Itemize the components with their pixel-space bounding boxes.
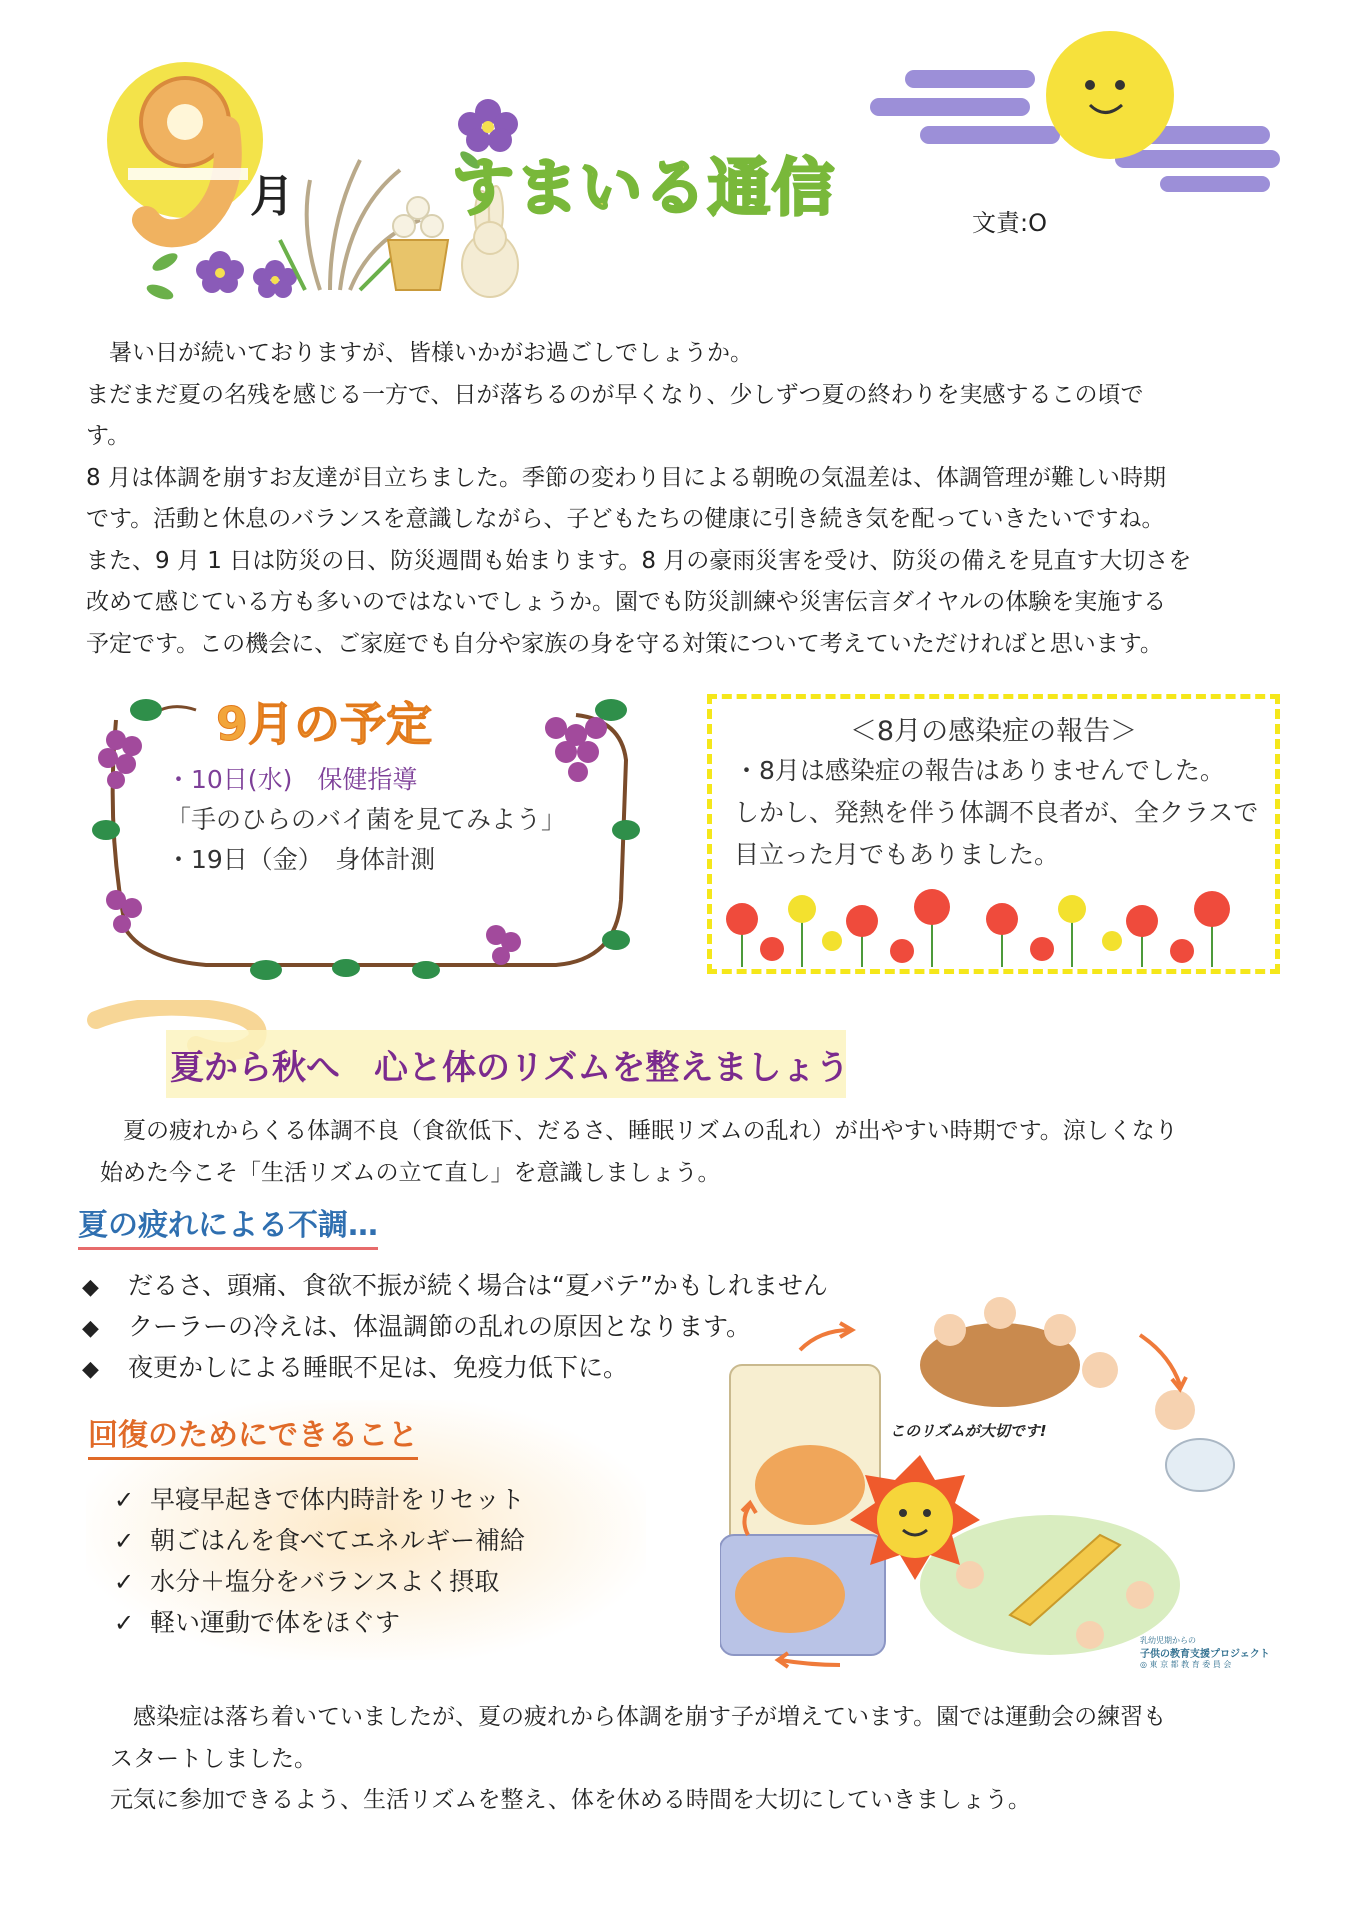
diamond-bullet-icon: ◆ [82, 1316, 99, 1341]
daily-rhythm-illustration [720, 1295, 1280, 1675]
spider-lily-border [712, 879, 1275, 969]
diamond-bullet-icon: ◆ [82, 1357, 99, 1382]
list-item: ◆ クーラーの冷えは、体温調節の乱れの原因となります。 [82, 1312, 752, 1341]
recovery-heading: 回復のためにできること [88, 1410, 418, 1460]
check-icon: ✓ [114, 1486, 135, 1514]
toilet-scene [1166, 1439, 1234, 1491]
check-icon: ✓ [114, 1568, 135, 1596]
report-line: しかし、発熱を伴う体調不良者が、全クラスで [734, 798, 1259, 827]
infection-report-box [707, 694, 1280, 974]
illustration-caption: このリズムが大切です! [890, 1422, 1047, 1440]
diamond-bullet-icon: ◆ [82, 1275, 99, 1300]
intro-paragraph [86, 333, 1191, 665]
schedule-item: ・10日(水) 保健指導 [166, 765, 418, 794]
blanket-shape [735, 1557, 845, 1633]
list-item: ◆ だるさ、頭痛、食欲不振が続く場合は“夏バテ”かもしれません [82, 1271, 828, 1300]
list-item: ◆ 夜更かしによる睡眠不足は、免疫力低下に。 [82, 1353, 629, 1382]
section-paragraph [100, 1111, 1178, 1194]
credit-organization: ◎ 東 京 都 教 育 委 員 会 [1140, 1660, 1232, 1669]
month-nine-graphic [107, 62, 263, 233]
credit-title: 子供の教育支援プロジェクト [1140, 1649, 1270, 1660]
section-line: 夏の疲れからくる体調不良（食欲低下、だるさ、睡眠リズムの乱れ）が出やすい時期です。涼しくなり [100, 1118, 1178, 1144]
credit-subtitle: 乳幼児期からの [1140, 1636, 1196, 1645]
schedule-item: ・19日（金） 身体計測 [166, 845, 436, 874]
fatigue-heading: 夏の疲れによる不調… [78, 1200, 378, 1250]
section-line: 始めた今こそ「生活リズムの立て直し」を意識しましょう。 [100, 1159, 721, 1186]
list-item: ✓ 朝ごはんを食べてエネルギー補給 [114, 1526, 526, 1555]
check-icon: ✓ [114, 1609, 135, 1637]
list-item: ✓ 軽い運動で体をほぐす [114, 1608, 401, 1637]
closing-paragraph [110, 1697, 1166, 1822]
moon-face-icon [1046, 31, 1174, 159]
intro-line: また、9 月 1 日は防災の日、防災週間も始まります。8 月の豪雨災害を受け、防災の備えを見直す大切さを [86, 547, 1192, 574]
report-line: 目立った月でもありました。 [734, 840, 1060, 869]
tsukimi-dango-icon [388, 197, 448, 290]
intro-line: 改めて感じている方も多いのではないでしょうか。園でも防災訓練や災害伝言ダイヤルの体験を実施する [86, 589, 1167, 615]
intro-line: 暑い日が続いておりますが、皆様いかがお過ごしでしょうか。 [86, 340, 753, 366]
report-title: ＜8月の感染症の報告＞ [849, 716, 1138, 747]
check-icon: ✓ [114, 1527, 135, 1555]
closing-line: 感染症は落ち着いていましたが、夏の疲れから体調を崩す子が増えています。園では運動会の練習も [110, 1704, 1167, 1730]
section-banner-title: 夏から秋へ 心と体のリズムを整えましょう [170, 1048, 850, 1088]
schedule-box [86, 680, 646, 980]
list-item: ✓ 水分＋塩分をバランスよく摂取 [114, 1567, 500, 1596]
closing-line: スタートしました。 [110, 1745, 317, 1772]
intro-line: 予定です。この機会に、ご家庭でも自分や家族の身を守る対策について考えていただければと思います。 [86, 630, 1163, 657]
schedule-title: 9月の予定 [216, 697, 433, 751]
schedule-item: 「手のひらのバイ菌を見てみよう」 [166, 805, 567, 834]
intro-line: 8 月は体調を崩すお友達が目立ちました。季節の変わり目による朝晩の気温差は、体調管理が難しい時期 [86, 464, 1166, 491]
closing-line: 元気に参加できるよう、生活リズムを整え、体を休める時間を大切にしていきましょう。 [110, 1787, 1031, 1813]
list-item: ✓ 早寝早起きで体内時計をリセット [114, 1485, 525, 1514]
report-line: ・8月は感染症の報告はありませんでした。 [734, 756, 1225, 785]
intro-line: まだまだ夏の名残を感じる一方で、日が落ちるのが早くなり、少しずつ夏の終わりを実感するこの頃で [86, 381, 1144, 408]
month-label: 月 [250, 171, 294, 222]
intro-line: す。 [86, 423, 131, 449]
intro-line: です。活動と休息のバランスを意識しながら、子どもたちの健康に引き続き気を配っていきたいですね。 [86, 506, 1165, 532]
newsletter-title: すまいる通信 [452, 151, 837, 224]
author-credit: 文責:O [972, 209, 1047, 237]
newsletter-header [0, 0, 1357, 320]
